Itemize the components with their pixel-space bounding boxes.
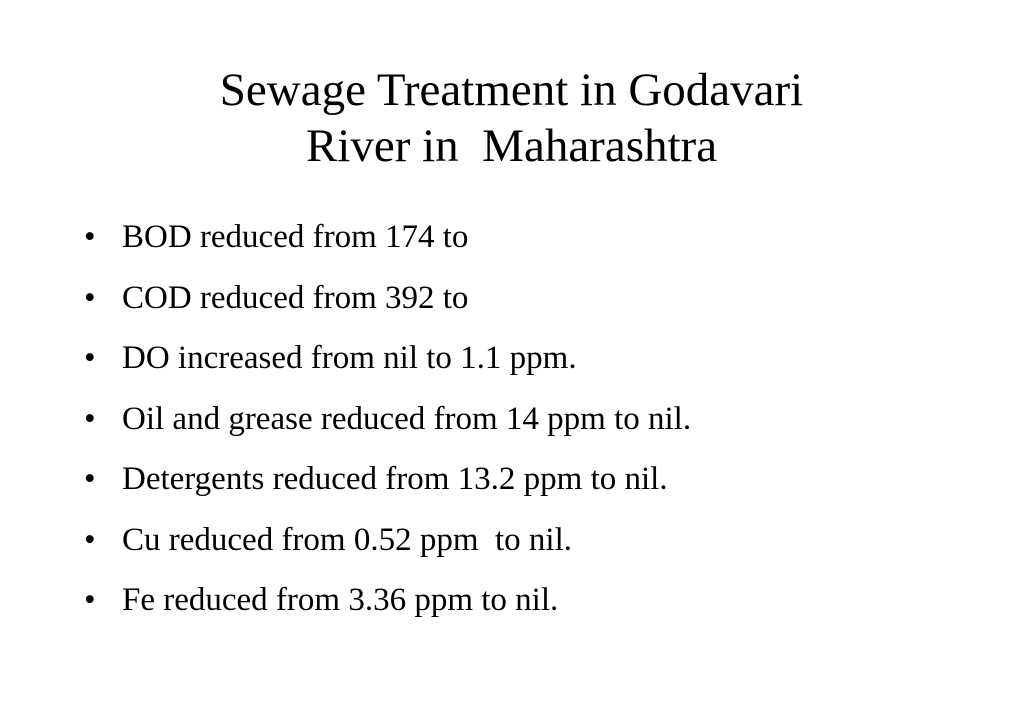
bullet-item-cod: [84, 275, 469, 336]
bullet-item-cu: [84, 517, 573, 578]
bullet-point-icon: •: [84, 461, 96, 497]
bullet-text: Oil and grease reduced from 14 ppm to nil.: [122, 400, 692, 437]
bullet-list: [84, 214, 692, 638]
bullet-point-icon: •: [84, 521, 96, 558]
bullet-text: DO increased from nil to 1.1 ppm.: [122, 340, 577, 376]
bullet-text: BOD reduced from 174 to: [122, 219, 469, 255]
bullet-text: Detergents reduced from 13.2 ppm to nil.: [122, 461, 668, 497]
bullet-item-bod: [84, 214, 469, 275]
bullet-text: Cu reduced from 0.52 ppm to nil.: [122, 521, 573, 558]
slide-title: [0, 62, 1023, 174]
bullet-point-icon: •: [84, 400, 96, 437]
bullet-text: COD reduced from 392 to: [122, 279, 469, 316]
bullet-point-icon: •: [84, 582, 96, 618]
bullet-item-oil-grease: [84, 396, 692, 457]
slide-title-line-2: River in Maharashtra: [305, 120, 718, 172]
slide-title-line-1: Sewage Treatment in Godavari: [219, 64, 804, 116]
bullet-item-do: [84, 335, 577, 396]
bullet-text: Fe reduced from 3.36 ppm to nil.: [122, 582, 559, 618]
bullet-point-icon: •: [84, 340, 96, 376]
bullet-point-icon: •: [84, 219, 96, 255]
bullet-item-fe: [84, 577, 559, 638]
bullet-item-detergents: [84, 456, 668, 517]
bullet-point-icon: •: [84, 279, 96, 316]
